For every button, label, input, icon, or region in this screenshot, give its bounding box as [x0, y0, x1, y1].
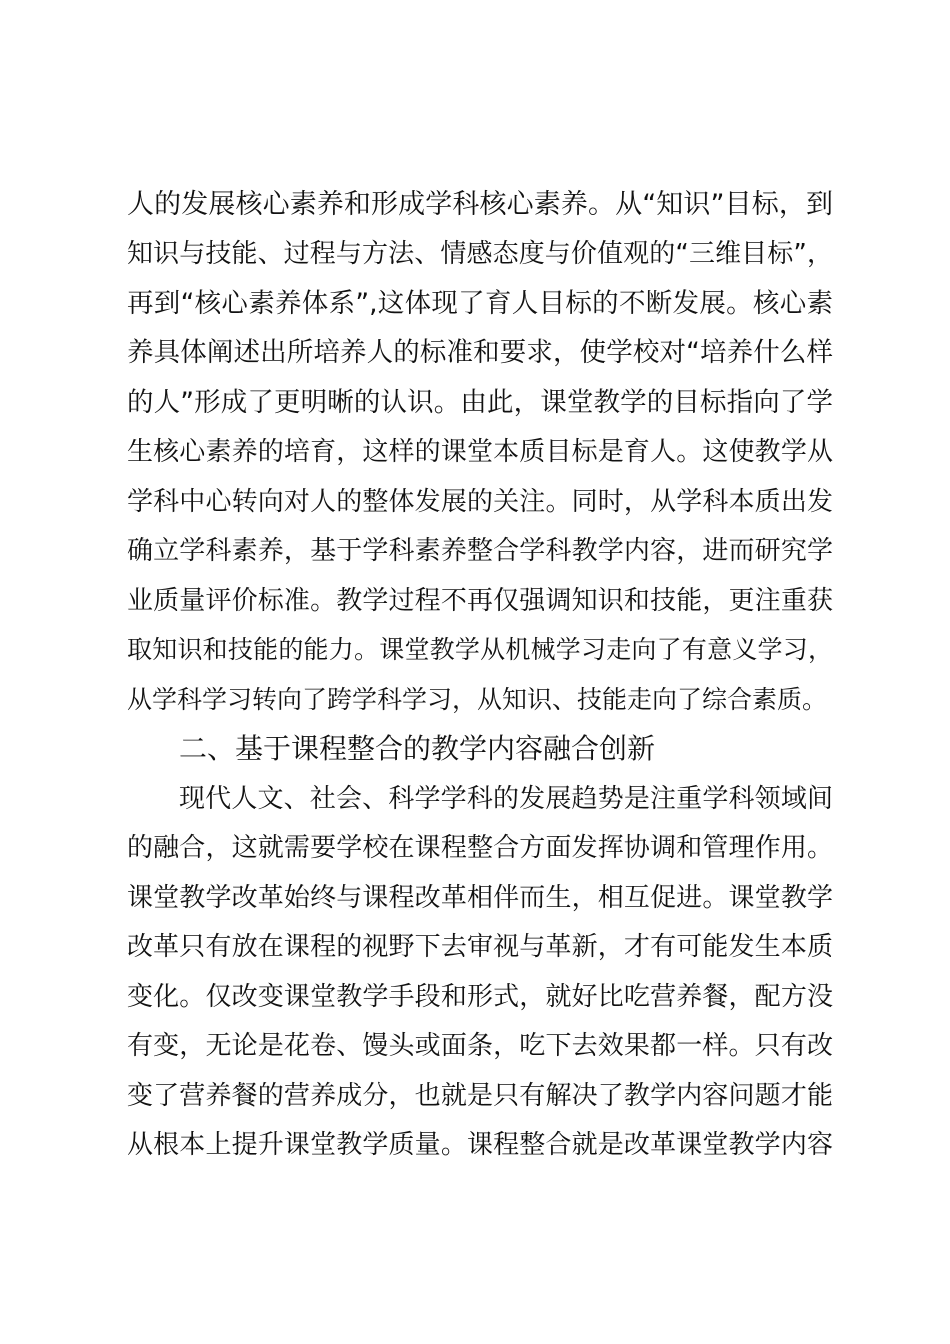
text-line: 业质量评价标准。教学过程不再仅强调知识和技能，更注重获 — [127, 586, 833, 616]
text-line: 确立学科素养，基于学科素养整合学科教学内容，进而研究学 — [127, 536, 833, 566]
text-line: 变了营养餐的营养成分，也就是只有解决了教学内容问题才能 — [127, 1081, 833, 1111]
text-line: 生核心素养的培育，这样的课堂本质目标是育人。这使教学从 — [127, 437, 833, 467]
text-line: 取知识和技能的能力。课堂教学从机械学习走向了有意义学习， — [127, 635, 833, 664]
text-line: 课堂教学改革始终与课程改革相伴而生，相互促进。课堂教学 — [127, 883, 833, 913]
text-line: 变化。仅改变课堂教学手段和形式，就好比吃营养餐，配方没 — [127, 982, 833, 1012]
text-line: 现代人文、社会、科学学科的发展趋势是注重学科领域间 — [179, 784, 833, 814]
text-line: 知识与技能、过程与方法、情感态度与价值观的“三维目标”， — [127, 239, 833, 269]
text-line: 从根本上提升课堂教学质量。课程整合就是改革课堂教学内容 — [127, 1130, 833, 1160]
text-line: 的融合，这就需要学校在课程整合方面发挥协调和管理作用。 — [127, 833, 833, 863]
text-line: 有变，无论是花卷、馒头或面条，吃下去效果都一样。只有改 — [127, 1031, 833, 1061]
section-heading: 二、基于课程整合的教学内容融合创新 — [179, 732, 656, 765]
text-line: 养具体阐述出所培养人的标准和要求，使学校对“培养什么样 — [127, 337, 833, 368]
text-line: 从学科学习转向了跨学科学习，从知识、技能走向了综合素质。 — [127, 685, 828, 714]
text-line: 再到“核心素养体系”,这体现了育人目标的不断发展。核心素 — [127, 288, 833, 319]
text-line: 的人”形成了更明晰的认识。由此，课堂教学的目标指向了学 — [127, 387, 833, 418]
text-line: 改革只有放在课程的视野下去审视与革新，才有可能发生本质 — [127, 932, 833, 962]
text-line: 学科中心转向对人的整体发展的关注。同时，从学科本质出发 — [127, 487, 833, 517]
text-line: 人的发展核心素养和形成学科核心素养。从“知识”目标，到 — [127, 189, 833, 220]
